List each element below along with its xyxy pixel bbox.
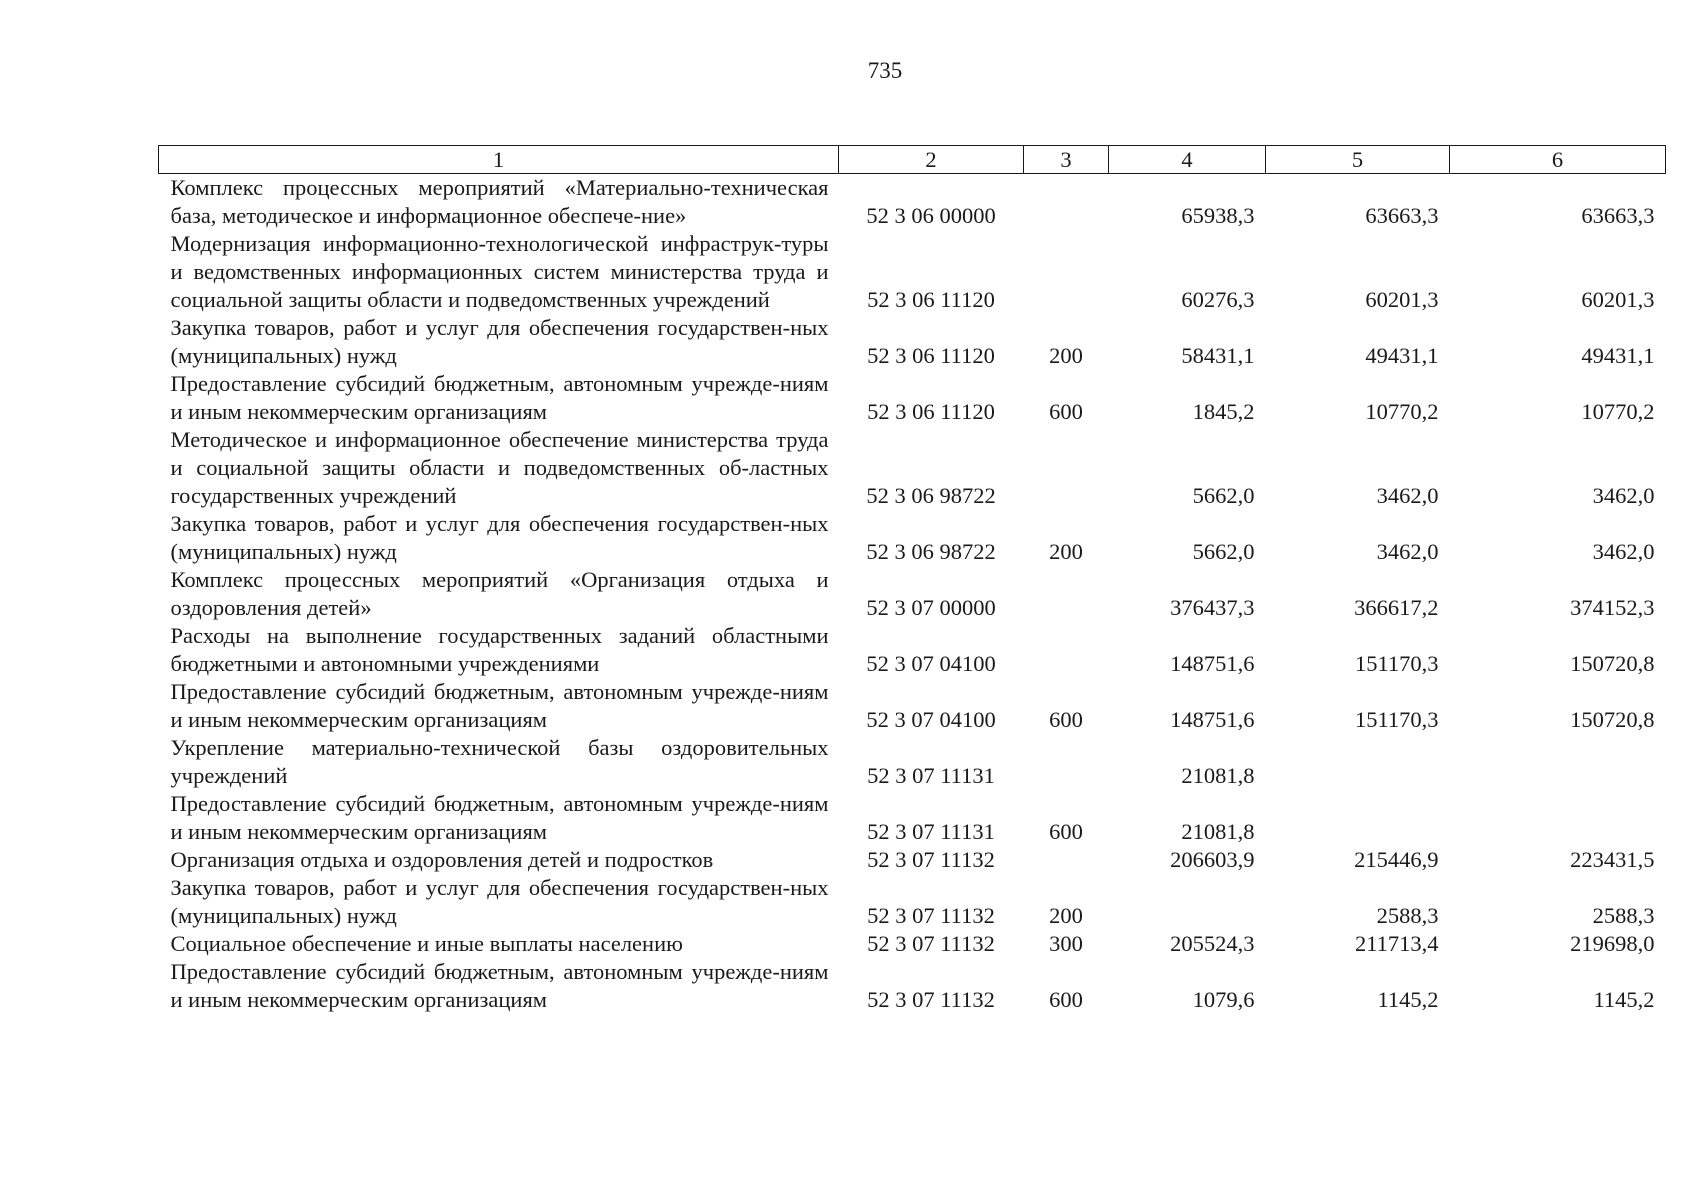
row-type: 600 [1049,987,1083,1012]
table-row [159,174,1666,231]
row-amount-3: 223431,5 [1570,847,1655,872]
row-name: Предоставление субсидий бюджетным, автономным учрежде-ниям и иным некоммерческим организациям [170,959,829,1012]
table-row [159,678,1666,734]
column-header-code: 2 [839,146,1024,174]
row-amount-3: 49431,1 [1581,343,1655,368]
row-amount-1: 376437,3 [1170,595,1255,620]
row-type [1024,846,1109,874]
row-amount-1: 206603,9 [1170,847,1255,872]
row-amount-3: 1145,2 [1593,987,1655,1012]
row-amount-3 [1450,790,1666,846]
row-type: 200 [1049,903,1083,928]
row-amount-2: 1145,2 [1377,987,1439,1012]
row-amount-2: 3462,0 [1376,539,1439,564]
row-amount-2: 10770,2 [1365,399,1439,424]
row-amount-1: 5662,0 [1192,483,1255,508]
column-header-type: 3 [1024,146,1109,174]
row-type: 600 [1049,707,1083,732]
row-name: Укрепление материально-технической базы оздоровительных учреждений [170,735,829,788]
budget-table [158,145,1666,1014]
row-name: Предоставление субсидий бюджетным, автономным учрежде-ниям и иным некоммерческим организациям [170,791,829,844]
row-amount-3: 3462,0 [1592,483,1655,508]
column-header-amount-1: 4 [1109,146,1266,174]
column-header-amount-2: 5 [1266,146,1450,174]
row-code: 52 3 06 11120 [867,343,995,368]
row-type [1024,426,1109,510]
table-row [159,958,1666,1014]
row-amount-3: 60201,3 [1581,287,1655,312]
row-amount-2: 60201,3 [1365,287,1439,312]
column-header-amount-3: 6 [1450,146,1666,174]
row-amount-3: 63663,3 [1581,203,1655,228]
row-amount-3: 2588,3 [1592,903,1655,928]
row-name: Модернизация информационно-технологической инфраструк-туры и ведомственных информационных систем министерства труда и социальной защиты области и подведомственных учреждений [170,231,829,312]
row-type [1024,174,1109,231]
table-row [159,510,1666,566]
row-amount-2: 366617,2 [1354,595,1439,620]
row-amount-1: 58431,1 [1181,343,1255,368]
row-amount-1: 65938,3 [1181,203,1255,228]
row-name: Расходы на выполнение государственных заданий областными бюджетными и автономными учреждениями [170,623,829,676]
row-amount-1: 148751,6 [1170,707,1255,732]
row-amount-2: 49431,1 [1365,343,1439,368]
column-header-name: 1 [159,146,839,174]
row-name: Закупка товаров, работ и услуг для обеспечения государствен-ных (муниципальных) нужд [170,875,829,928]
row-type [1024,622,1109,678]
row-amount-1: 21081,8 [1181,763,1255,788]
table-row [159,370,1666,426]
row-amount-2: 3462,0 [1376,483,1439,508]
table-row [159,874,1666,930]
row-amount-2: 211713,4 [1354,931,1439,956]
row-amount-1: 148751,6 [1170,651,1255,676]
row-code: 52 3 07 11132 [867,903,995,928]
row-amount-3: 150720,8 [1570,651,1655,676]
row-code: 52 3 06 98722 [866,539,996,564]
row-amount-2 [1266,790,1450,846]
header-row [159,146,1666,174]
row-code: 52 3 07 11132 [867,931,995,956]
row-type: 200 [1049,343,1083,368]
row-amount-2: 151170,3 [1354,707,1439,732]
row-code: 52 3 07 04100 [866,651,996,676]
row-amount-3: 374152,3 [1570,595,1655,620]
row-code: 52 3 06 98722 [866,483,996,508]
page-number: 735 [867,58,903,83]
row-amount-2: 215446,9 [1354,847,1439,872]
row-code: 52 3 06 00000 [866,203,996,228]
row-amount-3: 3462,0 [1592,539,1655,564]
row-amount-1: 5662,0 [1192,539,1255,564]
table-row [159,790,1666,846]
table-row [159,566,1666,622]
row-amount-1: 1845,2 [1192,399,1255,424]
row-amount-2 [1266,734,1450,790]
row-amount-1 [1109,874,1266,930]
table-row [159,846,1666,874]
row-name: Предоставление субсидий бюджетным, автономным учрежде-ниям и иным некоммерческим организациям [170,679,829,732]
table-row [159,930,1666,958]
row-type [1024,566,1109,622]
row-name: Закупка товаров, работ и услуг для обеспечения государствен-ных (муниципальных) нужд [170,315,829,368]
row-amount-3 [1450,734,1666,790]
row-amount-3: 219698,0 [1570,931,1655,956]
row-type [1024,734,1109,790]
row-type: 600 [1049,399,1083,424]
table-row [159,734,1666,790]
row-amount-1: 1079,6 [1192,987,1255,1012]
row-code: 52 3 07 11131 [867,763,995,788]
row-name: Комплекс процессных мероприятий «Материально-техническая база, методическое и информационное обеспече-ние» [170,175,829,228]
table-row [159,230,1666,314]
table-row [159,426,1666,510]
row-name: Методическое и информационное обеспечение министерства труда и социальной защиты области и подведомственных об-ластных государственных учреждений [170,427,829,508]
row-name: Комплекс процессных мероприятий «Организация отдыха и оздоровления детей» [170,567,829,620]
row-code: 52 3 06 11120 [867,399,995,424]
row-name: Социальное обеспечение и иные выплаты населению [170,931,683,956]
row-type: 300 [1049,931,1083,956]
row-amount-2: 151170,3 [1354,651,1439,676]
table-row [159,314,1666,370]
row-amount-1: 21081,8 [1181,819,1255,844]
row-amount-1: 60276,3 [1181,287,1255,312]
row-code: 52 3 07 04100 [866,707,996,732]
row-amount-1: 205524,3 [1170,931,1255,956]
row-name: Закупка товаров, работ и услуг для обеспечения государствен-ных (муниципальных) нужд [170,511,829,564]
row-name: Предоставление субсидий бюджетным, автономным учрежде-ниям и иным некоммерческим организациям [170,371,829,424]
row-type: 200 [1049,539,1083,564]
table-body [159,174,1666,1015]
row-type: 600 [1049,819,1083,844]
row-code: 52 3 07 11131 [867,819,995,844]
row-code: 52 3 07 11132 [867,987,995,1012]
row-code: 52 3 07 00000 [866,595,996,620]
row-amount-2: 2588,3 [1376,903,1439,928]
row-code: 52 3 06 11120 [867,287,995,312]
row-amount-3: 150720,8 [1570,707,1655,732]
row-code: 52 3 07 11132 [867,847,995,872]
table-row [159,622,1666,678]
row-amount-2: 63663,3 [1365,203,1439,228]
row-name: Организация отдыха и оздоровления детей и подростков [170,847,714,872]
row-amount-3: 10770,2 [1581,399,1655,424]
row-type [1024,230,1109,314]
